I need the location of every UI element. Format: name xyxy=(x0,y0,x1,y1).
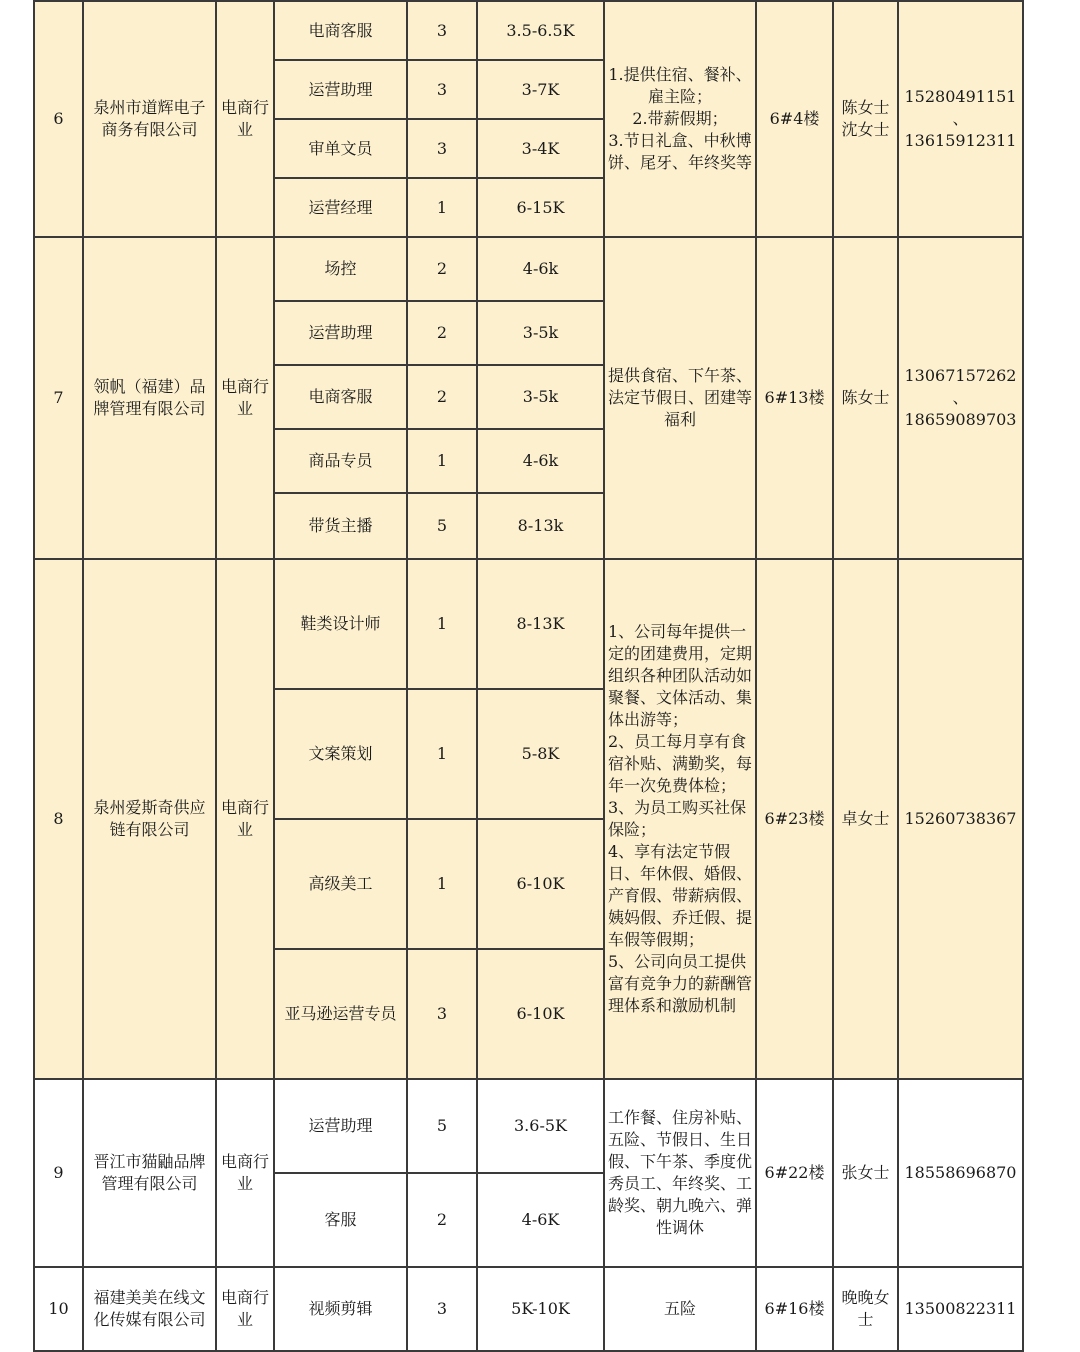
job-count: 2 xyxy=(407,301,477,365)
benefits-cell xyxy=(604,1079,756,1267)
contact-phone xyxy=(898,1267,1023,1351)
job-count: 3 xyxy=(407,119,477,178)
job-count: 2 xyxy=(407,1173,477,1267)
location: 6#16楼 xyxy=(756,1267,833,1351)
industry: 电商行业 xyxy=(216,1267,274,1351)
industry: 电商行业 xyxy=(216,1079,274,1267)
benefit-item: 五险 xyxy=(663,1299,696,1318)
benefits-cell xyxy=(604,559,756,1079)
company-number: 9 xyxy=(34,1079,83,1267)
job-title: 鞋类设计师 xyxy=(274,559,407,689)
company-number: 8 xyxy=(34,559,83,1079)
phone-number: 18558696870 xyxy=(904,1163,1017,1182)
job-title: 商品专员 xyxy=(274,429,407,493)
company-name: 泉州爱斯奇供应链有限公司 xyxy=(83,559,216,1079)
table-row xyxy=(34,559,1023,689)
job-count: 5 xyxy=(407,493,477,559)
contact-person xyxy=(833,1,898,237)
benefits-cell xyxy=(604,237,756,559)
phone-number: 18659089703 xyxy=(904,410,1017,429)
location: 6#4楼 xyxy=(756,1,833,237)
job-count: 1 xyxy=(407,429,477,493)
benefit-item: 3、为员工购买社保保险； xyxy=(608,798,747,839)
benefit-item: 1、公司每年提供一定的团建费用，定期组织各种团队活动如聚餐、文体活动、集体出游等； xyxy=(608,622,753,729)
location: 6#13楼 xyxy=(756,237,833,559)
contact-phone xyxy=(898,1,1023,237)
job-title: 审单文员 xyxy=(274,119,407,178)
job-title: 运营助理 xyxy=(274,301,407,365)
contact-name: 张女士 xyxy=(841,1163,890,1182)
job-title: 场控 xyxy=(274,237,407,301)
contact-name: 卓女士 xyxy=(841,809,890,828)
benefit-item: 2、员工每月享有食宿补贴、满勤奖，每年一次免费体检； xyxy=(608,732,753,795)
job-salary: 3-4K xyxy=(477,119,604,178)
job-title: 电商客服 xyxy=(274,365,407,429)
job-salary: 3.6-5K xyxy=(477,1079,604,1173)
industry: 电商行业 xyxy=(216,1,274,237)
company-name: 领帆（福建）品牌管理有限公司 xyxy=(83,237,216,559)
job-salary: 4-6k xyxy=(477,237,604,301)
job-title: 运营助理 xyxy=(274,1079,407,1173)
job-count: 1 xyxy=(407,689,477,819)
company-number: 10 xyxy=(34,1267,83,1351)
contact-person xyxy=(833,559,898,1079)
company-name: 福建美美在线文化传媒有限公司 xyxy=(83,1267,216,1351)
job-title: 电商客服 xyxy=(274,1,407,60)
company-number: 6 xyxy=(34,1,83,237)
job-salary: 6-10K xyxy=(477,819,604,949)
table-row xyxy=(34,1079,1023,1173)
job-count: 3 xyxy=(407,1267,477,1351)
company-name: 晋江市猫鼬品牌管理有限公司 xyxy=(83,1079,216,1267)
job-salary: 3-5k xyxy=(477,301,604,365)
job-count: 3 xyxy=(407,1,477,60)
job-title: 文案策划 xyxy=(274,689,407,819)
contact-person xyxy=(833,1079,898,1267)
job-salary: 6-10K xyxy=(477,949,604,1079)
contact-name: 陈女士 xyxy=(841,388,890,407)
benefit-item: 工作餐、住房补贴、五险、节假日、生日假、下午茶、季度优秀员工、年终奖、工龄奖、朝九晚六、弹性调休 xyxy=(608,1108,753,1237)
contact-person xyxy=(833,1267,898,1351)
job-title: 运营助理 xyxy=(274,60,407,119)
contact-person xyxy=(833,237,898,559)
job-salary: 4-6k xyxy=(477,429,604,493)
benefit-item: 1.提供住宿、餐补、雇主险； xyxy=(608,65,752,106)
job-salary: 8-13k xyxy=(477,493,604,559)
benefit-item: 提供食宿、下午茶、法定节假日、团建等福利 xyxy=(608,366,753,429)
company-name: 泉州市道辉电子商务有限公司 xyxy=(83,1,216,237)
job-salary: 8-13K xyxy=(477,559,604,689)
job-title: 亚马逊运营专员 xyxy=(274,949,407,1079)
phone-number: 13615912311 xyxy=(904,131,1017,150)
location: 6#22楼 xyxy=(756,1079,833,1267)
phone-number: 15260738367 xyxy=(904,809,1017,828)
phone-separator: 、 xyxy=(952,388,969,407)
benefit-item: 2.带薪假期； xyxy=(632,109,728,128)
benefit-item: 5、公司向员工提供富有竞争力的薪酬管理体系和激励机制 xyxy=(608,952,753,1015)
table-row xyxy=(34,1267,1023,1351)
job-salary: 6-15K xyxy=(477,178,604,237)
industry: 电商行业 xyxy=(216,237,274,559)
job-salary: 5-8K xyxy=(477,689,604,819)
contact-name: 晚晚女士 xyxy=(841,1288,890,1329)
job-title: 带货主播 xyxy=(274,493,407,559)
job-count: 2 xyxy=(407,237,477,301)
table-row xyxy=(34,1,1023,60)
job-salary: 4-6K xyxy=(477,1173,604,1267)
benefits-cell xyxy=(604,1,756,237)
job-count: 5 xyxy=(407,1079,477,1173)
phone-number: 13500822311 xyxy=(904,1299,1017,1318)
industry: 电商行业 xyxy=(216,559,274,1079)
job-salary: 3-5k xyxy=(477,365,604,429)
job-count: 3 xyxy=(407,60,477,119)
job-title: 高级美工 xyxy=(274,819,407,949)
job-count: 1 xyxy=(407,819,477,949)
benefit-item: 3.节日礼盒、中秋博饼、尾牙、年终奖等 xyxy=(608,131,753,172)
job-title: 客服 xyxy=(274,1173,407,1267)
job-salary: 5K-10K xyxy=(477,1267,604,1351)
contact-phone xyxy=(898,1079,1023,1267)
phone-separator: 、 xyxy=(952,109,969,128)
job-salary: 3-7K xyxy=(477,60,604,119)
location: 6#23楼 xyxy=(756,559,833,1079)
phone-number: 15280491151 xyxy=(904,87,1017,106)
benefits-cell xyxy=(604,1267,756,1351)
job-title: 视频剪辑 xyxy=(274,1267,407,1351)
job-salary: 3.5-6.5K xyxy=(477,1,604,60)
phone-number: 13067157262 xyxy=(904,366,1017,385)
job-count: 2 xyxy=(407,365,477,429)
contact-name: 陈女士 xyxy=(841,98,890,117)
job-listing-table xyxy=(33,0,1024,1352)
contact-phone xyxy=(898,237,1023,559)
job-count: 1 xyxy=(407,178,477,237)
table-row xyxy=(34,237,1023,301)
contact-phone xyxy=(898,559,1023,1079)
company-number: 7 xyxy=(34,237,83,559)
job-count: 1 xyxy=(407,559,477,689)
contact-name: 沈女士 xyxy=(841,120,890,139)
job-count: 3 xyxy=(407,949,477,1079)
benefit-item: 4、享有法定节假日、年休假、婚假、产育假、带薪病假、姨妈假、乔迁假、提车假等假期； xyxy=(608,842,753,949)
job-title: 运营经理 xyxy=(274,178,407,237)
